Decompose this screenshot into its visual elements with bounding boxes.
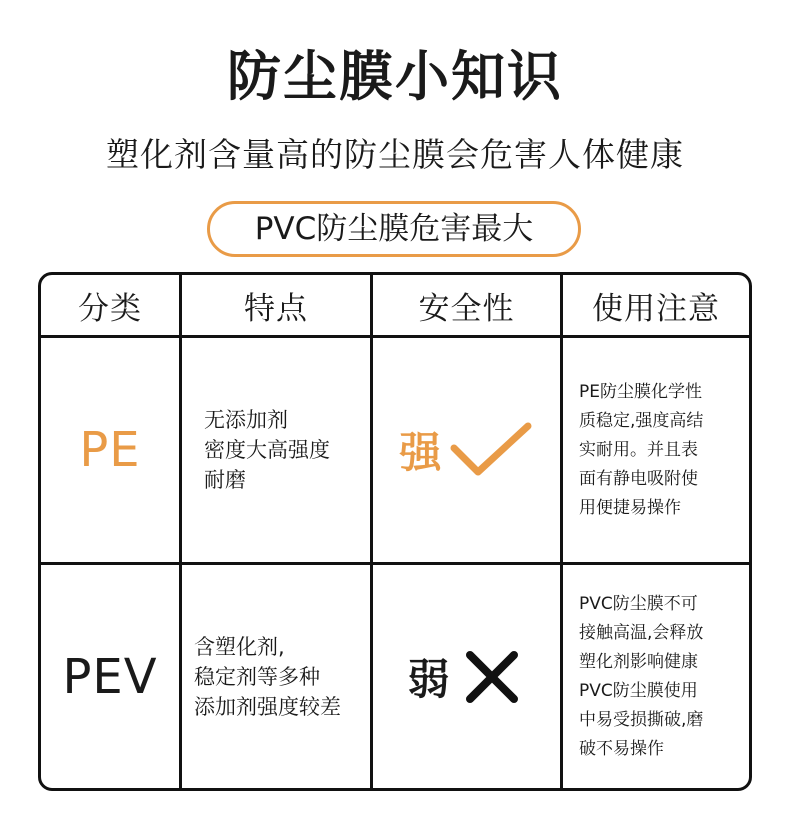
safety-level: 强 xyxy=(399,428,442,477)
note-line: PE防尘膜化学性 xyxy=(579,381,702,402)
features-cell xyxy=(182,338,370,562)
header-features: 特点 xyxy=(244,290,308,327)
feature-line: 添加剂强度较差 xyxy=(194,694,341,719)
note-line: 质稳定,强度高结 xyxy=(579,410,704,431)
note-line: 中易受损撕破,磨 xyxy=(579,709,704,730)
comparison-table xyxy=(38,272,752,791)
feature-line: 耐磨 xyxy=(204,468,246,492)
features-cell xyxy=(182,565,370,788)
feature-line: 稳定剂等多种 xyxy=(194,664,320,689)
category-pev: PEV xyxy=(62,648,158,705)
note-line: 破不易操作 xyxy=(579,738,664,759)
safety-cell xyxy=(373,565,560,788)
check-icon xyxy=(448,420,534,480)
safety-level: 弱 xyxy=(407,654,450,704)
usage-notes-cell xyxy=(563,338,749,562)
note-line: 实耐用。并且表 xyxy=(579,439,698,460)
page-title: 防尘膜小知识 xyxy=(227,45,563,108)
note-line: PVC防尘膜使用 xyxy=(579,680,698,701)
header-usage-notes: 使用注意 xyxy=(592,290,720,327)
note-line: 面有静电吸附使 xyxy=(579,468,698,489)
header-category: 分类 xyxy=(78,290,142,327)
page-subtitle: 塑化剂含量高的防尘膜会危害人体健康 xyxy=(106,135,684,174)
usage-notes-cell xyxy=(563,565,749,788)
cross-icon xyxy=(456,647,526,707)
note-line: 用便捷易操作 xyxy=(579,497,681,518)
note-line: 塑化剂影响健康 xyxy=(579,651,698,672)
feature-line: 密度大高强度 xyxy=(204,438,330,462)
feature-line: 无添加剂 xyxy=(204,408,288,432)
feature-line: 含塑化剂, xyxy=(194,634,285,659)
category-pe: PE xyxy=(79,422,141,478)
header-safety: 安全性 xyxy=(418,290,515,327)
note-line: 接触高温,会释放 xyxy=(579,622,704,643)
note-line: PVC防尘膜不可 xyxy=(579,593,698,614)
safety-cell xyxy=(373,338,560,562)
warning-badge: PVC防尘膜危害最大 xyxy=(207,201,581,257)
